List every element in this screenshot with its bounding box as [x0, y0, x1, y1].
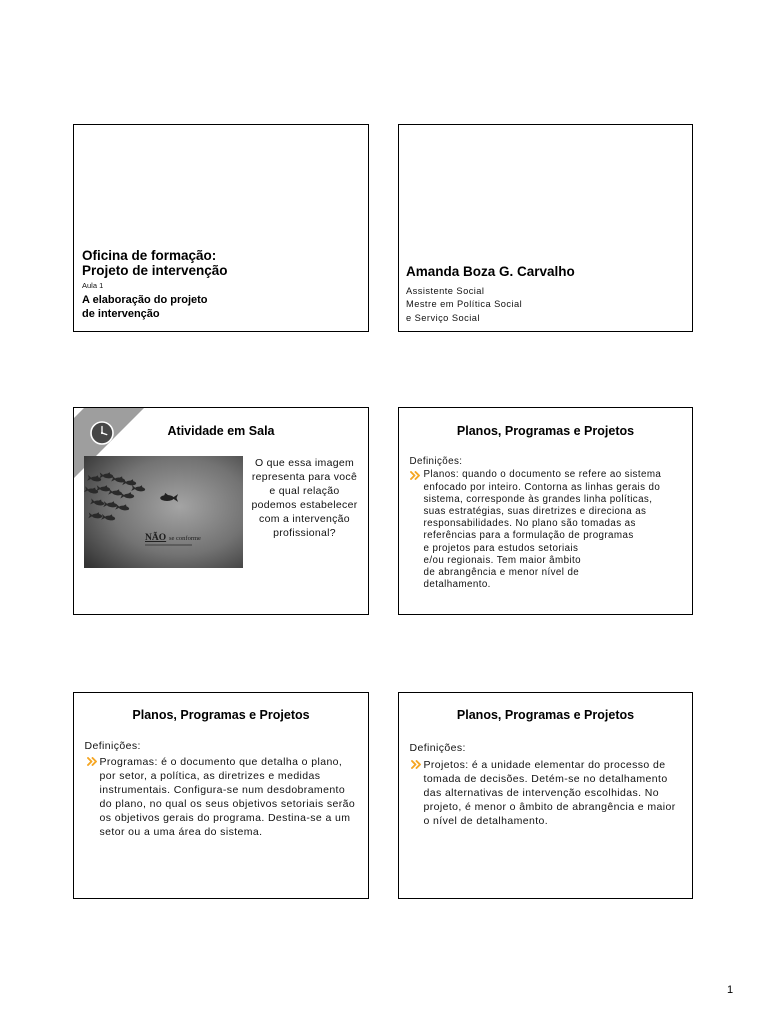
page-number: 1	[727, 984, 734, 996]
bullet-line: responsabilidades. No plano são tomadas as	[423, 518, 636, 530]
double-chevron-right-icon	[411, 760, 422, 769]
cover-title	[82, 248, 228, 278]
bullet-line: por setor, a política, as diretrizes e medidas	[99, 769, 321, 782]
credential-line: Assistente Social	[406, 285, 485, 296]
fish-image	[84, 456, 243, 568]
double-chevron-right-icon	[410, 471, 421, 480]
question-line: podemos estabelecer	[251, 498, 358, 511]
author-credentials	[406, 285, 522, 326]
question-line: representa para você	[251, 470, 358, 483]
bullet-line: detalhamento.	[423, 579, 491, 591]
activity-question	[243, 456, 367, 540]
bullet-line: os objetivos gerais do programa. Destina-se a um	[99, 811, 351, 824]
slide-programas	[73, 692, 369, 899]
slide-author	[398, 124, 693, 332]
cover-title-line: Oficina de formação:	[82, 248, 217, 263]
bullet-text	[424, 469, 662, 591]
bullet-line: do plano, no qual os seus objetivos setoriais serão	[99, 797, 356, 810]
slide-projetos	[398, 692, 693, 899]
bullet-line: Programas: é o documento que detalha o plano,	[99, 755, 343, 768]
author-name: Amanda Boza G. Carvalho	[406, 263, 575, 279]
lesson-label: Aula 1	[82, 280, 104, 290]
image-caption-main: NÃO	[144, 532, 166, 543]
bullet-line: enfocado por inteiro. Contorna as linhas gerais do	[423, 481, 661, 493]
definitions-label: Definições:	[84, 739, 141, 752]
bullet-line: das alternativas de intervenção escolhidas. No	[423, 786, 660, 799]
bullet-line: e/ou regionais. Tem maior âmbito	[423, 554, 581, 566]
bullet-line: sistema, corresponde às grandes linha políticas,	[423, 493, 653, 505]
bullet-line: de abrangência e menor nível de	[423, 567, 580, 579]
bullet-line: Planos: quando o documento se refere ao sistema	[423, 469, 662, 481]
bullet-line: projeto, é menor o âmbito de abrangência e maior	[423, 800, 676, 813]
cover-subtitle-line: A elaboração do projeto	[82, 293, 208, 306]
slide-title: Atividade em Sala	[167, 423, 275, 438]
question-line: O que essa imagem	[254, 456, 355, 469]
bullet-line: suas estratégias, suas diretrizes e direciona as	[423, 506, 647, 517]
credential-line: e Serviço Social	[406, 312, 480, 323]
credential-line: Mestre em Política Social	[406, 299, 523, 310]
bullet-text	[424, 758, 676, 828]
cover-title-line: Projeto de intervenção	[82, 263, 228, 278]
image-background	[84, 456, 243, 568]
bullet-line: Projetos: é a unidade elementar do processo de	[423, 758, 666, 771]
bullet-line: referências para a formulação de programas	[423, 530, 634, 542]
slide-planos	[398, 407, 693, 615]
bullet-line: o nível de detalhamento.	[423, 814, 549, 827]
double-chevron-right-icon	[87, 757, 98, 766]
bullet-line: tomada de decisões. Detém-se no detalhamento	[423, 772, 668, 785]
slide-title: Planos, Programas e Projetos	[456, 707, 635, 722]
question-line: profissional?	[273, 526, 336, 539]
question-line: e qual relação	[269, 484, 340, 497]
cover-subtitle-line: de intervenção	[82, 307, 160, 320]
question-line: com a intervenção	[259, 512, 350, 525]
bullet-line: instrumentais. Configura-se num desdobramento	[99, 783, 346, 796]
image-caption-rest: se conforme	[168, 534, 201, 542]
bullet-text	[100, 755, 356, 839]
definitions-label: Definições:	[409, 741, 466, 754]
slide-cover	[73, 124, 369, 332]
slide-activity	[73, 407, 369, 615]
bullet-line: e projetos para estudos setoriais	[423, 542, 579, 554]
cover-subtitle	[82, 293, 208, 321]
slide-title: Planos, Programas e Projetos	[456, 423, 635, 438]
definitions-label: Definições:	[409, 456, 463, 467]
bullet-line: setor ou a uma área do sistema.	[99, 825, 263, 838]
slide-title: Planos, Programas e Projetos	[132, 707, 310, 722]
